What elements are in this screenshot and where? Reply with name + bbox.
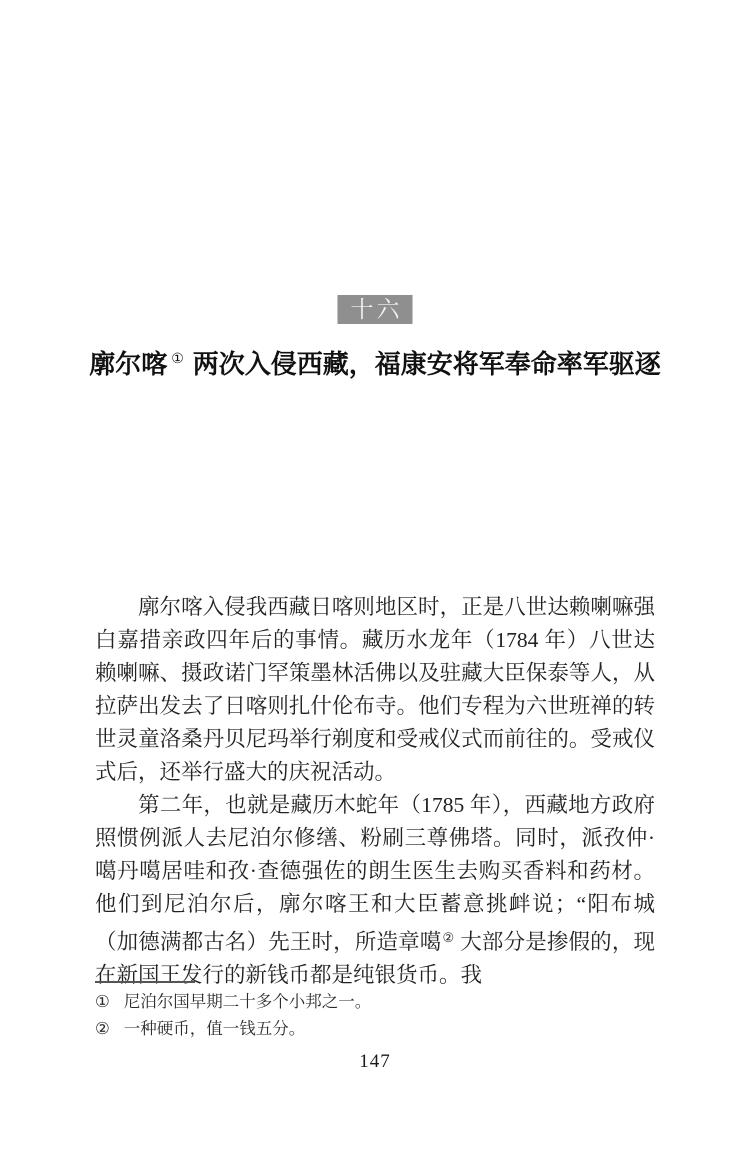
footnote-item-1 xyxy=(95,988,655,1015)
footnote-2-marker: ② xyxy=(95,1019,110,1038)
chapter-number-badge: 十六 xyxy=(338,295,413,324)
body-text xyxy=(95,591,655,992)
paragraph-2 xyxy=(95,789,655,992)
chapter-title-text-end: 两次入侵西藏，福康安将军奉命率军驱逐 xyxy=(192,350,661,379)
footnote-2-text: 一种硬币，值一钱五分。 xyxy=(123,1019,306,1038)
paragraph-2-text-end: 大部分是掺假的，现在新国王发行的新钱币都是纯银货币。我 xyxy=(95,930,655,987)
chapter-title xyxy=(0,344,750,381)
footnote-1-marker: ① xyxy=(95,992,110,1011)
chapter-title-text-start: 廓尔喀 xyxy=(89,350,168,379)
page-number: 147 xyxy=(359,1051,391,1072)
footnote-reference-1: ① xyxy=(171,352,184,367)
footnote-reference-2: ② xyxy=(442,930,455,945)
footnote-1-text: 尼泊尔国早期二十多个小邦之一。 xyxy=(123,992,372,1011)
footnotes-section xyxy=(95,981,655,1042)
footnote-divider xyxy=(95,981,195,983)
footnote-item-2 xyxy=(95,1015,655,1042)
paragraph-2-text-start: 第二年，也就是藏历木蛇年（1785 年），西藏地方政府照惯例派人去尼泊尔修缮、粉刷三尊佛塔。同时，派孜仲·噶丹噶居哇和孜·查德强佐的朗生医生去购买香料和药材。他们到尼泊尔后，廓尔喀王和大臣蓄意挑衅说；“阳布城（加德满都古名）先王时，所造章噶 xyxy=(95,793,655,954)
paragraph-1: 廓尔喀入侵我西藏日喀则地区时，正是八世达赖喇嘛强白嘉措亲政四年后的事情。藏历水龙年（1784 年）八世达赖喇嘛、摄政诺门罕策墨林活佛以及驻藏大臣保泰等人，从拉萨出发去了日喀则扎什伦布寺。他们专程为六世班禅的转世灵童洛桑丹贝尼玛举行剃度和受戒仪式而前往的。受戒仪式后，还举行盛大的庆祝活动。 xyxy=(95,595,655,784)
